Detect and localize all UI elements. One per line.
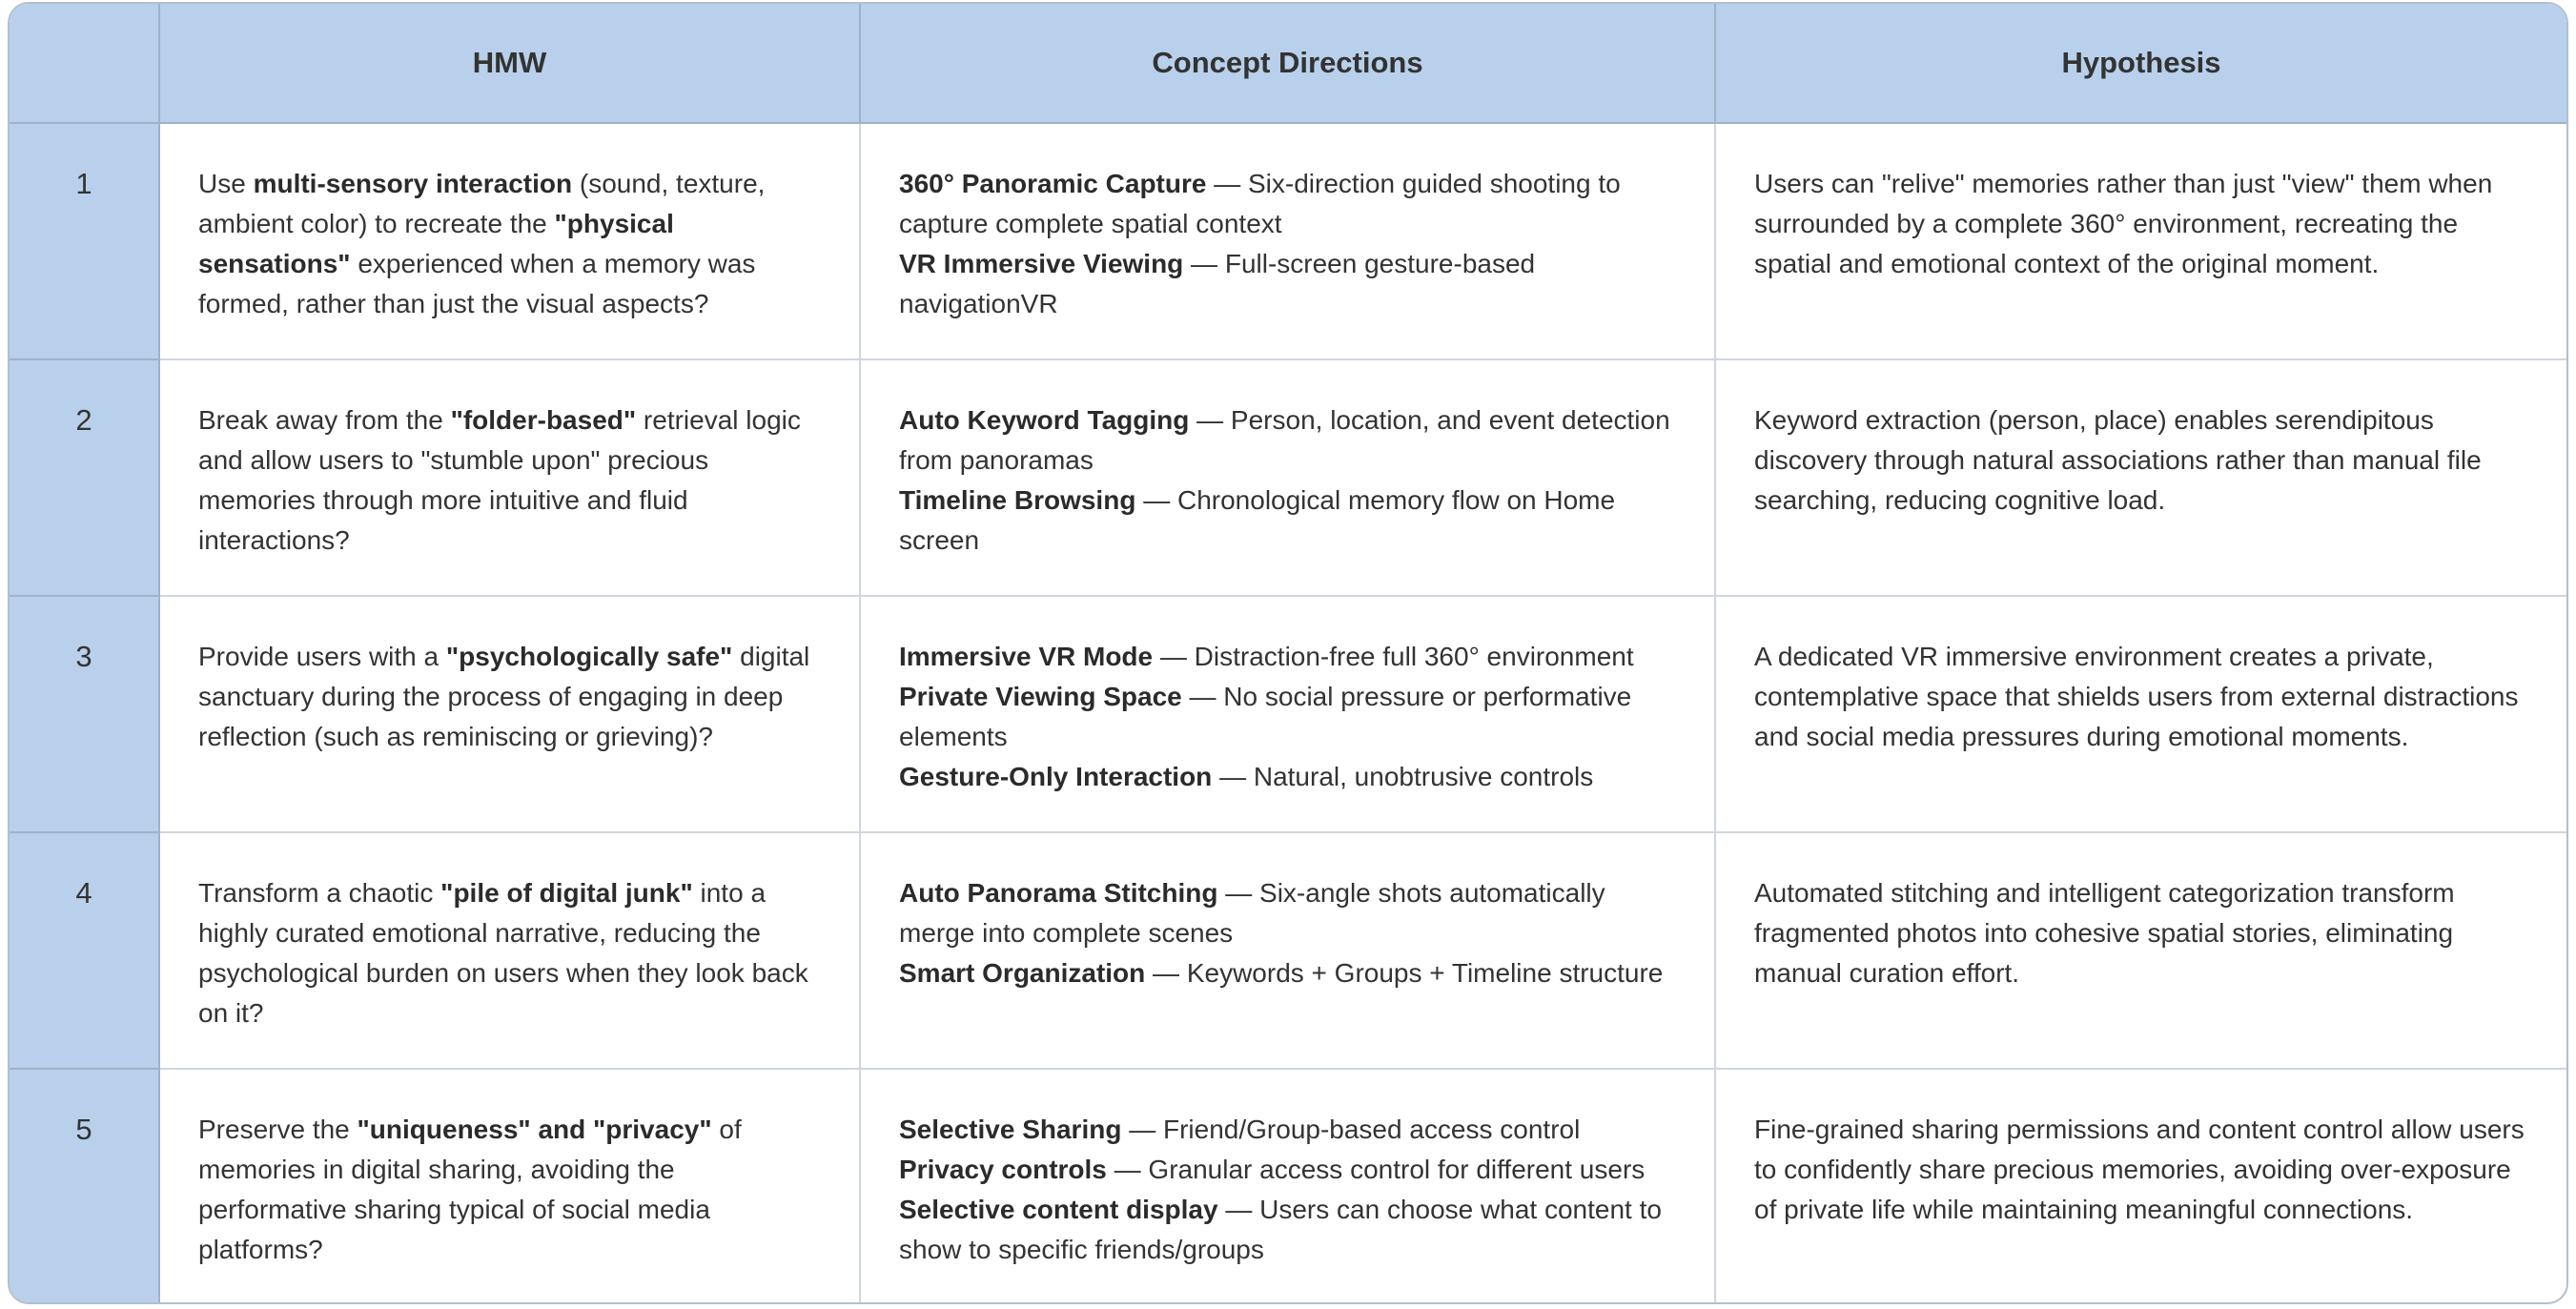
- hmw-table-container: [8, 2, 2568, 1304]
- concept-title: Selective Sharing: [899, 1115, 1122, 1144]
- hmw-text: Use: [198, 169, 254, 198]
- hmw-text: into a highly curated emotional narrative, reducing the psychological burden on users when they look back on it?: [198, 878, 808, 1028]
- hmw-emphasis: "uniqueness" and "privacy": [357, 1115, 712, 1144]
- hmw-emphasis: "folder-based": [450, 405, 637, 435]
- header-hypothesis: Hypothesis: [1715, 4, 2566, 123]
- hmw-text: (sound, texture, ambient color) to recreate the: [198, 169, 766, 238]
- hmw-text: Preserve the: [198, 1115, 358, 1144]
- table-row: [10, 359, 2566, 596]
- concept-item: [899, 873, 1682, 953]
- concept-cell: [860, 123, 1715, 359]
- concept-title: Auto Keyword Tagging: [899, 405, 1190, 435]
- concept-cell: [860, 832, 1715, 1069]
- row-number: 3: [10, 596, 159, 832]
- hmw-text: Break away from the: [198, 405, 451, 435]
- header-concept-directions: Concept Directions: [860, 4, 1715, 123]
- concept-cell: [860, 359, 1715, 596]
- row-number: 4: [10, 832, 159, 1069]
- concept-title: Timeline Browsing: [899, 485, 1136, 515]
- concept-desc: — Friend/Group-based access control: [1121, 1115, 1581, 1144]
- concept-title: Selective content display: [899, 1195, 1218, 1224]
- hmw-text: experienced when a memory was formed, rather than just the visual aspects?: [198, 249, 756, 318]
- row-number: 1: [10, 123, 159, 359]
- header-hmw: HMW: [159, 4, 860, 123]
- concept-desc: — Chronological memory flow on Home screen: [899, 485, 1616, 555]
- hmw-cell: [159, 1069, 860, 1304]
- concept-item: [899, 244, 1682, 324]
- concept-item: [899, 1190, 1682, 1270]
- concept-item: [899, 1150, 1682, 1190]
- concept-title: 360° Panoramic Capture: [899, 169, 1207, 198]
- hypothesis-cell: Automated stitching and intelligent categorization transform fragmented photos into cohesive spatial stories, eliminating manual curation effort.: [1715, 832, 2566, 1069]
- hmw-cell: [159, 123, 860, 359]
- hmw-emphasis: "psychologically safe": [445, 642, 733, 671]
- hmw-text: Transform a chaotic: [198, 878, 441, 908]
- table-row: [10, 832, 2566, 1069]
- hypothesis-cell: Keyword extraction (person, place) enables serendipitous discovery through natural associations rather than manual file searching, reducing cognitive load.: [1715, 359, 2566, 596]
- hypothesis-cell: Fine-grained sharing permissions and content control allow users to confidently share precious memories, avoiding over-exposure of private life while maintaining meaningful connections.: [1754, 1115, 2525, 1224]
- concept-title: Immersive VR Mode: [899, 642, 1154, 671]
- hmw-text: retrieval logic and allow users to "stumble upon" precious memories through more intuitive and fluid interactions?: [198, 405, 801, 555]
- concept-item: [899, 677, 1682, 757]
- hmw-cell: [159, 359, 860, 596]
- concept-title: Privacy controls: [899, 1155, 1107, 1184]
- concept-desc: — Distraction-free full 360° environment: [1153, 642, 1634, 671]
- hmw-table: [10, 4, 2566, 1304]
- concept-cell: [860, 1069, 1715, 1304]
- concept-desc: — Granular access control for different users: [1106, 1155, 1646, 1184]
- concept-desc: — Keywords + Groups + Timeline structure: [1145, 958, 1664, 988]
- concept-desc: — Natural, unobtrusive controls: [1212, 762, 1594, 791]
- table-row: [10, 123, 2566, 359]
- concept-item: [899, 400, 1682, 481]
- row-number: 2: [10, 359, 159, 596]
- concept-item: [899, 481, 1682, 561]
- concept-desc: — Full-screen gesture-based navigationVR: [899, 249, 1536, 318]
- hmw-emphasis: "physical sensations": [198, 209, 674, 278]
- concept-title: VR Immersive Viewing: [899, 249, 1184, 278]
- concept-item: [899, 953, 1682, 993]
- hmw-emphasis: "pile of digital junk": [440, 878, 693, 908]
- concept-desc: — Person, location, and event detection from panoramas: [899, 405, 1670, 475]
- hmw-emphasis: multi-sensory interaction: [253, 169, 573, 198]
- concept-desc: — Users can choose what content to show to specific friends/groups: [899, 1195, 1662, 1264]
- concept-desc: — Six-angle shots automatically merge into complete scenes: [899, 878, 1605, 948]
- hmw-cell: [159, 596, 860, 832]
- table-row: [10, 596, 2566, 832]
- hmw-cell: [159, 832, 860, 1069]
- concept-desc: — No social pressure or performative elements: [899, 682, 1632, 751]
- concept-cell: [860, 596, 1715, 832]
- hmw-text: of memories in digital sharing, avoiding the performative sharing typical of social media platforms?: [198, 1115, 742, 1264]
- concept-item: [899, 1110, 1682, 1150]
- header-num: [10, 4, 159, 123]
- concept-item: [899, 637, 1682, 677]
- concept-item: [899, 757, 1682, 797]
- table-row: [10, 1069, 2566, 1304]
- header-row: [10, 4, 2566, 123]
- concept-title: Gesture-Only Interaction: [899, 762, 1213, 791]
- hypothesis-cell: Users can "relive" memories rather than just "view" them when surrounded by a complete 360° environment, recreating the spatial and emotional context of the original moment.: [1715, 123, 2566, 359]
- concept-title: Smart Organization: [899, 958, 1146, 988]
- row-number: 5: [10, 1069, 159, 1304]
- concept-title: Auto Panorama Stitching: [899, 878, 1218, 908]
- hmw-text: digital sanctuary during the process of engaging in deep reflection (such as reminiscing or grieving)?: [198, 642, 810, 751]
- hypothesis-cell: A dedicated VR immersive environment creates a private, contemplative space that shields users from external distractions and social media pressures during emotional moments.: [1715, 596, 2566, 832]
- concept-title: Private Viewing Space: [899, 682, 1182, 711]
- hmw-text: Provide users with a: [198, 642, 446, 671]
- concept-desc: — Six-direction guided shooting to capture complete spatial context: [899, 169, 1621, 238]
- concept-item: [899, 164, 1682, 244]
